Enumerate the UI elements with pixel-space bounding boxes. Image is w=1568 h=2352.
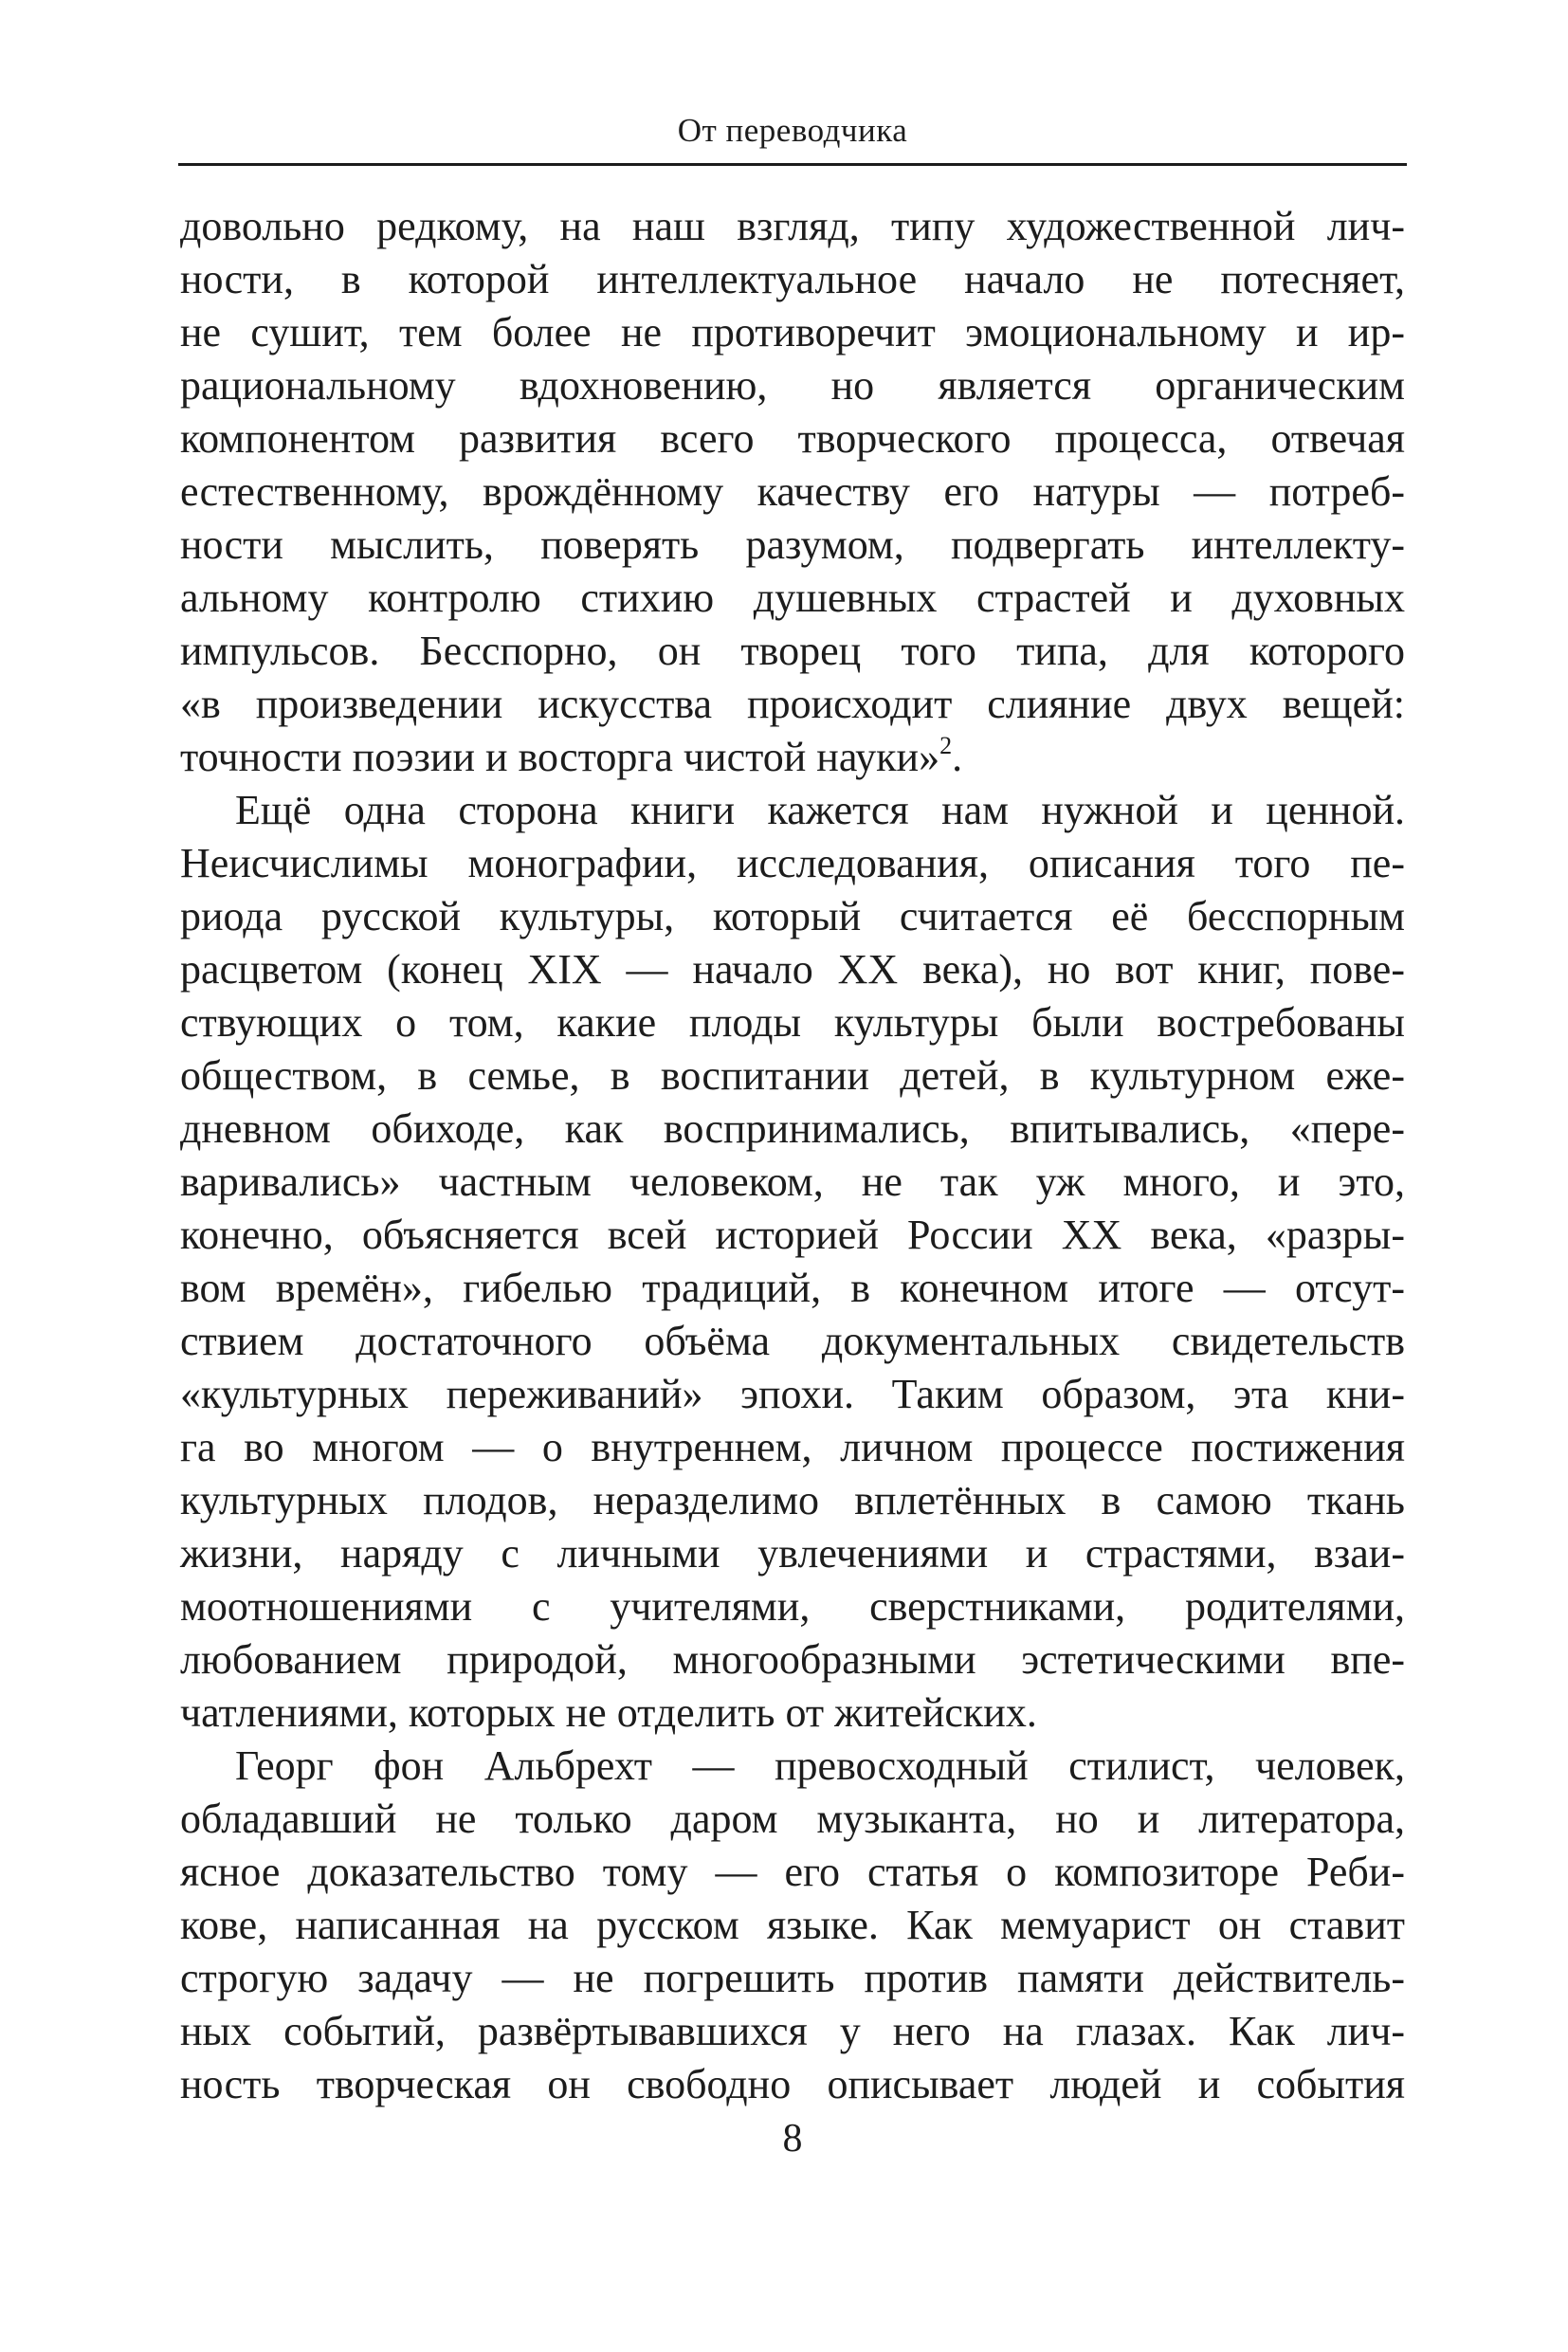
text-line: га во многом — о внутреннем, личном процессе постижения <box>180 1424 1405 1470</box>
text-line: ность творческая он свободно описывает людей и события <box>180 2061 1405 2107</box>
text-line: чатлениями, которых не отделить от житейских. <box>180 1689 1037 1736</box>
text-line: Георг фон Альбрехт — превосходный стилист, человек, <box>235 1742 1405 1789</box>
text-line <box>180 731 1405 784</box>
text-line: моотношениями с учителями, сверстниками, родителями, <box>180 1583 1405 1630</box>
text-line: расцветом (конец XIX — начало XX века), но вот книг, пове- <box>180 946 1405 993</box>
body-text <box>180 200 1405 2111</box>
text-line: культурных плодов, неразделимо вплетённых в самою ткань <box>180 1477 1405 1523</box>
footnote-ref[interactable]: 2 <box>939 732 953 759</box>
text-line: «культурных переживаний» эпохи. Таким образом, эта кни- <box>180 1371 1405 1417</box>
text-line: импульсов. Бесспорно, он творец того типа, для которого <box>180 628 1405 674</box>
text-line: любованием природой, многообразными эстетическими впе- <box>180 1636 1405 1683</box>
text-line: кове, написанная на русском языке. Как мемуарист он ставит <box>180 1902 1405 1948</box>
text-line: компонентом развития всего творческого процесса, отвечая <box>180 415 1405 462</box>
text-line: естественному, врождённому качеству его натуры — потреб- <box>180 468 1405 515</box>
text-line: дневном обиходе, как воспринимались, впитывались, «пере- <box>180 1105 1405 1152</box>
text-line: ясное доказательство тому — его статья о композиторе Реби- <box>180 1849 1405 1895</box>
text-line: конечно, объясняется всей историей России XX века, «разры- <box>180 1212 1405 1258</box>
text-line: Ещё одна сторона книги кажется нам нужной и ценной. <box>235 787 1405 833</box>
text-line: Неисчислимы монографии, исследования, описания того пе- <box>180 840 1405 886</box>
text-line: альному контролю стихию душевных страстей и духовных <box>180 574 1405 621</box>
text-line: варивались» частным человеком, не так уж много, и это, <box>180 1158 1405 1205</box>
text-line: ности, в которой интеллектуальное начало не потесняет, <box>180 256 1405 302</box>
sentence-end: . <box>952 734 963 780</box>
running-head: От переводчика <box>677 112 908 149</box>
quote-end-text: точности поэзии и восторга чистой науки» <box>180 734 940 780</box>
header-rule <box>178 163 1407 166</box>
text-line: ствием достаточного объёма документальных свидетельств <box>180 1318 1405 1364</box>
text-line: довольно редкому, на наш взгляд, типу художественной лич- <box>180 203 1405 249</box>
text-line: «в произведении искусства происходит слияние двух вещей: <box>180 681 1405 727</box>
text-line: жизни, наряду с личными увлечениями и страстями, взаи- <box>180 1530 1405 1577</box>
text-line: обладавший не только даром музыканта, но и литератора, <box>180 1796 1405 1842</box>
text-line: риода русской культуры, который считается её бесспорным <box>180 893 1405 939</box>
text-line: строгую задачу — не погрешить против памяти действитель- <box>180 1955 1405 2001</box>
text-line: не сушит, тем более не противоречит эмоциональному и ир- <box>180 309 1405 356</box>
text-line: рациональному вдохновению, но является органическим <box>180 362 1405 409</box>
text-line: ных событий, развёртывавшихся у него на глазах. Как лич- <box>180 2008 1405 2054</box>
text-line: вом времён», гибелью традиций, в конечном итоге — отсут- <box>180 1265 1405 1311</box>
text-line: ствующих о том, какие плоды культуры были востребованы <box>180 999 1405 1046</box>
page-number: 8 <box>782 2117 803 2161</box>
text-line: ности мыслить, поверять разумом, подвергать интеллекту- <box>180 521 1405 568</box>
text-line: обществом, в семье, в воспитании детей, в культурном еже- <box>180 1052 1405 1099</box>
